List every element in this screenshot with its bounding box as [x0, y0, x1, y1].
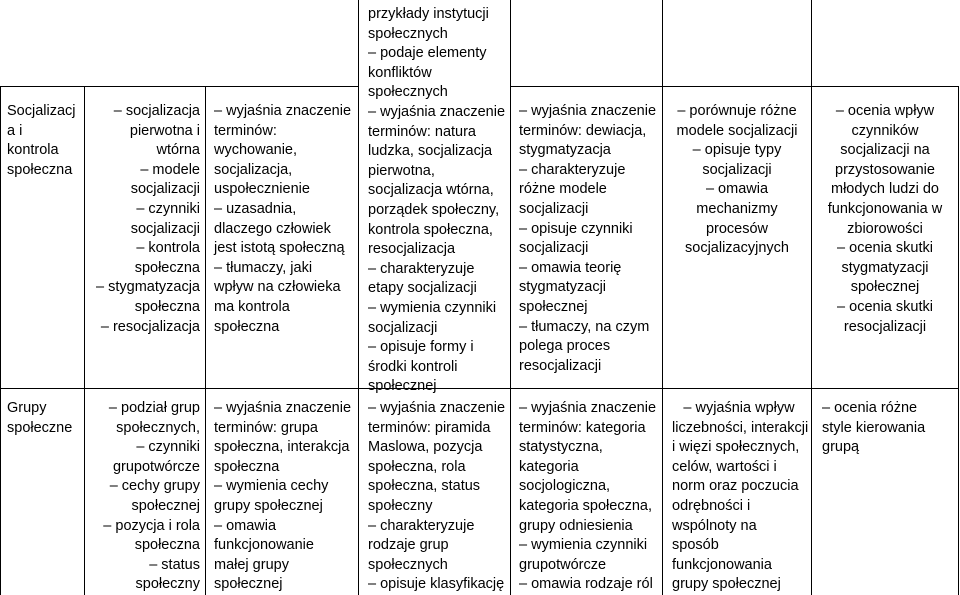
cell-line: uspołecznienie: [214, 181, 310, 198]
cell-line: odrębności i: [672, 497, 751, 514]
cell-line: czynników: [851, 122, 919, 139]
cell-line: stygmatyzacji: [841, 259, 929, 276]
row-border-top: [510, 86, 959, 87]
cell-line: jest istotą społeczną: [214, 240, 345, 257]
cell-line: terminów: grupa: [214, 419, 318, 436]
cell-line: terminów: kategoria: [519, 419, 646, 436]
cell-line: Socjalizacj: [7, 103, 76, 119]
cell-line: – tłumaczy, na czym: [519, 318, 650, 335]
cell-line: pierwotna,: [368, 162, 435, 179]
cell-line: modele socjalizacji: [676, 122, 798, 139]
cell-line: pierwotna i: [129, 122, 200, 139]
cell-line: wpływ na człowieka: [214, 279, 341, 296]
cell-line: przystosowanie: [835, 161, 935, 178]
grade2-cell-social-groups: [214, 399, 356, 595]
cell-line: – wyjaśnia znaczenie: [214, 103, 352, 119]
cell-line: a i: [7, 122, 23, 139]
cell-line: społeczna: [214, 458, 280, 475]
cell-line: socjalizacja wtórna,: [368, 182, 494, 199]
column-divider: [811, 0, 812, 595]
grade5-cell-socialization: [664, 102, 810, 259]
cell-line: grupy społecznej: [214, 497, 323, 514]
cell-line: terminów: natura: [368, 123, 476, 140]
cell-line: terminów: dewiacja,: [519, 122, 647, 139]
cell-line: mechanizmy: [696, 200, 778, 217]
grade4-cell-socialization: [519, 102, 661, 376]
cell-line: polega proces: [519, 338, 611, 355]
cell-line: – charakteryzuje: [519, 161, 626, 178]
cell-line: socjalizacji: [519, 240, 589, 257]
cell-line: – omawia rodzaje ról: [519, 576, 653, 593]
cell-line: społeczny: [368, 497, 433, 514]
cell-line: – czynniki: [136, 200, 200, 217]
cell-line: porządek społeczny,: [368, 201, 500, 218]
grade4-cell-social-groups: [519, 399, 661, 595]
cell-line: i więzi społecznych,: [672, 439, 800, 456]
cell-line: – podaje elementy: [368, 45, 487, 62]
cell-line: – wymienia czynniki: [519, 537, 648, 554]
cell-line: stygmatyzacji: [519, 279, 607, 296]
cell-line: społeczna, rola: [368, 458, 466, 475]
cell-line: społeczny: [135, 576, 200, 593]
cell-line: ma kontrola: [214, 298, 290, 315]
table-border-left: [0, 86, 1, 595]
grade3-cell-continued: [368, 5, 508, 397]
cell-line: socjalizacja,: [214, 161, 293, 178]
cell-line: społecznych: [368, 84, 448, 101]
cell-line: resocjalizacji: [519, 357, 602, 374]
cell-line: sposób: [672, 537, 719, 554]
column-divider: [205, 86, 206, 595]
cell-line: – ocenia skutki: [837, 240, 933, 257]
cell-line: – charakteryzuje: [368, 260, 475, 277]
cell-line: resocjalizacja: [368, 241, 456, 258]
cell-line: społecznej: [131, 497, 200, 514]
cell-line: grupy odniesienia: [519, 517, 633, 534]
cell-line: młodych ludzi do: [831, 181, 939, 198]
cell-line: socjalizacji: [702, 161, 772, 178]
grade5-cell-social-groups: [672, 399, 810, 595]
cell-line: grupotwórcze: [112, 458, 200, 475]
cell-line: – ocenia różne: [822, 400, 918, 416]
cell-line: – pozycja i rola: [103, 517, 200, 534]
column-divider: [662, 0, 663, 595]
cell-line: społeczna: [134, 298, 200, 315]
cell-line: – wyjaśnia znaczenie: [368, 400, 506, 416]
column-divider: [84, 86, 85, 595]
cell-line: – tłumaczy, jaki: [214, 259, 313, 276]
cell-line: – wyjaśnia wpływ: [683, 400, 795, 416]
cell-line: – ocenia wpływ: [835, 103, 935, 119]
cell-line: społecznej: [214, 576, 283, 593]
cell-line: społeczna, status: [368, 478, 481, 495]
cell-line: grupotwórcze: [519, 556, 607, 573]
cell-line: – wyjaśnia znaczenie: [519, 400, 657, 416]
cell-line: – opisuje czynniki: [519, 220, 633, 237]
cell-line: socjalizacji: [130, 220, 200, 237]
cell-line: wtórna: [156, 142, 200, 159]
cell-line: – omawia: [214, 517, 277, 534]
cell-line: – opisuje formy i: [368, 339, 474, 356]
cell-line: funkcjonowania: [672, 556, 772, 573]
grade3-cell-social-groups: [368, 399, 508, 595]
grade2-cell-socialization: [214, 102, 356, 337]
cell-line: społecznych: [368, 556, 448, 573]
cell-line: społeczna, interakcja: [214, 439, 350, 456]
cell-line: społecznej: [850, 279, 920, 296]
cell-line: – omawia teorię: [519, 259, 622, 276]
cell-line: procesów: [705, 220, 769, 237]
cell-line: socjalizacji: [519, 200, 589, 217]
cell-line: – cechy grupy: [109, 478, 200, 495]
cell-line: kontrola: [7, 142, 59, 159]
table-border-right: [958, 86, 959, 595]
cell-line: społeczna: [134, 259, 200, 276]
grade6-cell-socialization: [813, 102, 957, 337]
cell-line: rodzaje grup: [368, 537, 449, 554]
topic-cell-social-groups: [7, 399, 83, 438]
cell-line: – stygmatyzacja: [96, 279, 200, 296]
cell-line: funkcjonowanie: [214, 537, 314, 554]
cell-line: socjalizacji: [368, 319, 438, 336]
cell-line: społeczna: [214, 318, 280, 335]
cell-line: społecznych,: [116, 419, 200, 436]
cell-line: norm oraz poczucia: [672, 478, 799, 495]
cell-line: – modele: [140, 161, 200, 178]
cell-line: – wymienia czynniki: [368, 299, 497, 316]
cell-line: Maslowa, pozycja: [368, 439, 483, 456]
cell-line: style kierowania: [822, 419, 926, 436]
cell-line: statystyczna,: [519, 439, 603, 456]
cell-line: dlaczego człowiek: [214, 220, 331, 237]
cell-line: socjalizacji na: [840, 142, 930, 159]
cell-line: stygmatyzacja: [519, 142, 611, 159]
cell-line: – wyjaśnia znaczenie: [519, 103, 657, 119]
cell-line: – podział grup: [108, 400, 200, 416]
column-divider: [358, 0, 359, 595]
cell-line: społecznej: [519, 298, 588, 315]
grade6-cell-social-groups: [822, 399, 956, 458]
cell-line: – socjalizacja: [113, 103, 200, 119]
cell-line: terminów:: [214, 122, 277, 139]
cell-line: celów, wartości i: [672, 458, 777, 475]
column-divider: [510, 0, 511, 595]
cell-line: socjalizacji: [130, 181, 200, 198]
cell-line: społecznych: [368, 25, 448, 42]
cell-line: – resocjalizacja: [100, 318, 200, 335]
cell-line: różne modele: [519, 181, 607, 198]
cell-line: – uzasadnia,: [214, 200, 297, 217]
cell-line: społeczna: [7, 161, 73, 178]
cell-line: – wyjaśnia znaczenie: [368, 103, 506, 120]
content-cell-social-groups: [86, 399, 200, 595]
cell-line: kategoria społeczna,: [519, 497, 652, 514]
row-border-top: [0, 86, 358, 87]
cell-line: małej grupy: [214, 556, 289, 573]
cell-line: zbiorowości: [847, 220, 923, 237]
cell-line: – ocenia skutki: [837, 298, 933, 315]
cell-line: społecznej: [368, 378, 437, 395]
cell-line: konfliktów: [368, 64, 432, 81]
cell-line: socjologiczna,: [519, 478, 611, 495]
cell-line: – opisuje klasyfikację: [368, 576, 505, 593]
cell-line: – omawia: [705, 181, 769, 198]
cell-line: społeczna: [134, 537, 200, 554]
cell-line: – status: [149, 556, 200, 573]
cell-line: – opisuje typy: [692, 142, 782, 159]
cell-line: – charakteryzuje: [368, 517, 475, 534]
cell-line: terminów: piramida: [368, 419, 491, 436]
cell-line: – kontrola: [136, 240, 200, 257]
cell-line: socjalizacyjnych: [685, 240, 789, 257]
cell-line: środki kontroli: [368, 358, 458, 375]
cell-line: ludzka, socjalizacja: [368, 143, 493, 160]
cell-line: grupą: [822, 439, 860, 456]
content-cell-socialization: [86, 102, 200, 337]
cell-line: przykłady instytucji: [368, 6, 489, 22]
cell-line: etapy socjalizacji: [368, 280, 477, 297]
cell-line: – wyjaśnia znaczenie: [214, 400, 352, 416]
cell-line: kategoria: [519, 458, 579, 475]
cell-line: liczebności, interakcji: [672, 419, 809, 436]
cell-line: społeczne: [7, 419, 73, 436]
cell-line: – wymienia cechy: [214, 478, 329, 495]
cell-line: grupy społecznej: [672, 576, 781, 593]
cell-line: wspólnoty na: [672, 517, 757, 534]
cell-line: resocjalizacji: [843, 318, 927, 335]
cell-line: – czynniki: [136, 439, 200, 456]
topic-cell-socialization: [7, 102, 83, 180]
cell-line: wychowanie,: [214, 142, 298, 159]
cell-line: Grupy: [7, 400, 47, 416]
cell-line: funkcjonowania w: [827, 200, 943, 217]
cell-line: kontrola społeczna,: [368, 221, 493, 238]
cell-line: – porównuje różne: [677, 103, 797, 119]
